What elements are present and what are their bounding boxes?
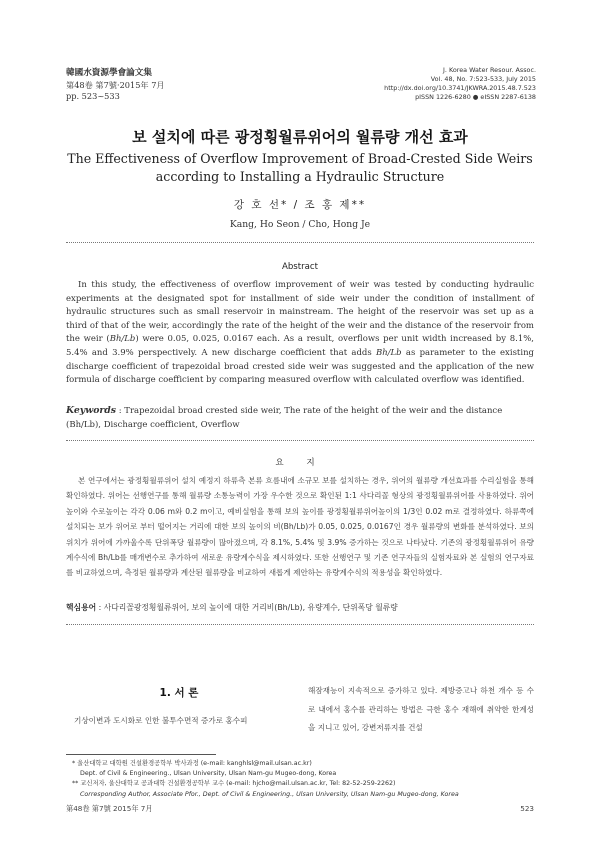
intro-left-column: 기상이변과 도시화로 인한 불투수면적 증가로 홍수피 bbox=[74, 716, 248, 725]
journal-name: 韓國水資源學會論文集 bbox=[66, 68, 152, 78]
footnotes bbox=[72, 759, 534, 800]
title-english-line2: according to Installing a Hydraulic Structure bbox=[155, 169, 445, 184]
keywords bbox=[66, 404, 534, 432]
doi-link[interactable]: http://dx.doi.org/10.3741/JKWRA.2015.48.7.523 bbox=[384, 84, 536, 92]
page-number: 523 bbox=[520, 804, 534, 813]
abstract-heading: Abstract bbox=[281, 262, 319, 272]
footer-volume: 第48卷 第7號 2015年 7月 bbox=[66, 804, 153, 813]
journal-volume: 第48卷 第7號·2015年 7月 bbox=[66, 79, 165, 90]
keywords-korean-text: : 사다리꼴광정횡월류위어, 보의 높이에 대한 거리비(Bh/Lb), 유량계수, 단위폭당 월류량 bbox=[98, 603, 398, 612]
ratio-symbol: Bh/Lb bbox=[375, 347, 402, 358]
journal-abbrev: J. Korea Water Resour. Assoc. bbox=[443, 66, 536, 74]
keywords-korean-label: 핵심용어 bbox=[66, 603, 97, 612]
section-heading: 1. 서 론 bbox=[159, 687, 199, 699]
title-english bbox=[0, 150, 600, 186]
title-english-line1: The Effectiveness of Overflow Improvement of Broad-Crested Side Weirs bbox=[67, 151, 533, 166]
separator-bottom bbox=[66, 624, 534, 625]
keywords-label: Keywords bbox=[66, 405, 117, 416]
keywords-korean bbox=[66, 602, 534, 613]
keywords-text: : Trapezoidal broad crested side weir, The rate of the height of the weir and the distance (Bh/Lb), Discharge coefficient, Overflow bbox=[66, 406, 503, 430]
issn: pISSN 1226-6280 ● eISSN 2287-6138 bbox=[415, 93, 536, 101]
journal-vol-info: Vol. 48, No. 7:523-533, July 2015 bbox=[430, 75, 536, 83]
title-korean: 보 설치에 따른 광정횡월류위어의 월류량 개선 효과 bbox=[132, 128, 468, 146]
abstract-text-3: as parameter to the existing discharge coefficient of trapezoidal broad crested side weir was suggested and the application of the new formula of discharge coefficient by comparing measured overflow with calculated overflow was identified. bbox=[66, 347, 534, 386]
authors-korean: 강 호 선* / 조 홍 제** bbox=[233, 199, 367, 211]
footnote-1: * 울산대학교 대학원 건설환경공학부 박사과정 (e-mail: kanghlsl@mail.ulsan.ac.kr) bbox=[72, 760, 312, 767]
footnote-2-english bbox=[72, 790, 534, 800]
separator-middle bbox=[66, 440, 534, 441]
abstract-body bbox=[66, 279, 534, 388]
journal-header bbox=[66, 68, 165, 103]
separator-top bbox=[66, 242, 534, 243]
summary-heading: 요 지 bbox=[275, 458, 325, 468]
footnote-2-english-text: Corresponding Author, Associate Pfor., Dept. of Civil & Engineering., Ulsan University, Ulsan Nam-gu Mugeo-dong, Korea bbox=[80, 790, 459, 798]
footnote-rule bbox=[66, 754, 216, 755]
abstract-text-1: In this study, the effectiveness of overflow improvement of weir was tested by conducting hydraulic experiments at the designated spot for installment of side weir under the condition of installment of hydraulic structures such as small reservoir in mainstream. The height of the reservoir was set up as a third of that of the weir, accordingly the rate of the height of the weir and the distance of the reservoir from the weir ( bbox=[66, 280, 534, 345]
ratio-symbol: Bh/Lb bbox=[109, 334, 136, 345]
summary-body: 본 연구에서는 광정횡월류위어 설치 예정지 하류측 본류 흐름내에 소규모 보를 설치하는 경우, 위어의 월류량 개선효과를 수리실험을 통해 확인하였다. 위어는 선행연구를 통해 월류량 소통능력이 가장 우수한 것으로 확인된 1:1 사다리꼴 형상의 광정횡월류위어를 사용하였다. 위어높이와 수로높이는 각각 0.06 m와 0.2 m이고, 예비실험을 통해 보의 높이를 광정횡월류위어높이의 1/3인 0.02 m로 결정하였다. 하류쪽에 설치되는 보가 위어로 부터 떨어지는 거리에 대한 보의 높이의 비(Bh/Lb)가 0.05, 0.025, 0.0167인 경우 월류량의 변화를 분석하였다. 보의 위치가 위어에 가까울수록 단위폭당 월류량이 많아졌으며, 각 8.1%, 5.4% 및 3.9% 증가하는 것으로 나타났다. 기존의 광정횡월류위어 유량계수식에 Bh/Lb를 매개변수로 추가하여 새로운 유량계수식을 제시하였다. 또한 선행연구 및 기존 연구자들의 실험자료와 본 실험의 연구자료를 비교하였으며, 측정된 월류량과 계산된 월류량을 비교하여 새롭게 제안하는 유량계수식의 적용성을 확인하였다. bbox=[66, 476, 534, 578]
authors-english: Kang, Ho Seon / Cho, Hong Je bbox=[229, 219, 371, 230]
footnote-2: ** 교신저자, 울산대학교 공과대학 건설환경공학부 교수 (e-mail: hjcho@mail.ulsan.ac.kr, Tel: 82-52-259-2262) bbox=[72, 780, 396, 788]
abstract-text-2: ) were 0.05, 0.025, 0.0167 each. As a result, overflows per unit width increased by 8.1%, 5.4% and 3.9% perspectively. A new discharge coefficient that adds bbox=[66, 334, 534, 358]
doi-header bbox=[384, 66, 536, 102]
intro-right-column: 해잠재능이 지속적으로 증가하고 있다. 제방증고나 하천 개수 등 수로 내에서 홍수를 관리하는 방법은 극한 홍수 재해에 취약한 한계성을 지니고 있어, 강변저류지를 건설 bbox=[308, 686, 534, 732]
footnote-1-english: Dept. of Civil & Engineering., Ulsan University, Ulsan Nam-gu Mugeo-dong, Korea bbox=[80, 770, 337, 778]
journal-pages: pp. 523~533 bbox=[66, 91, 120, 101]
